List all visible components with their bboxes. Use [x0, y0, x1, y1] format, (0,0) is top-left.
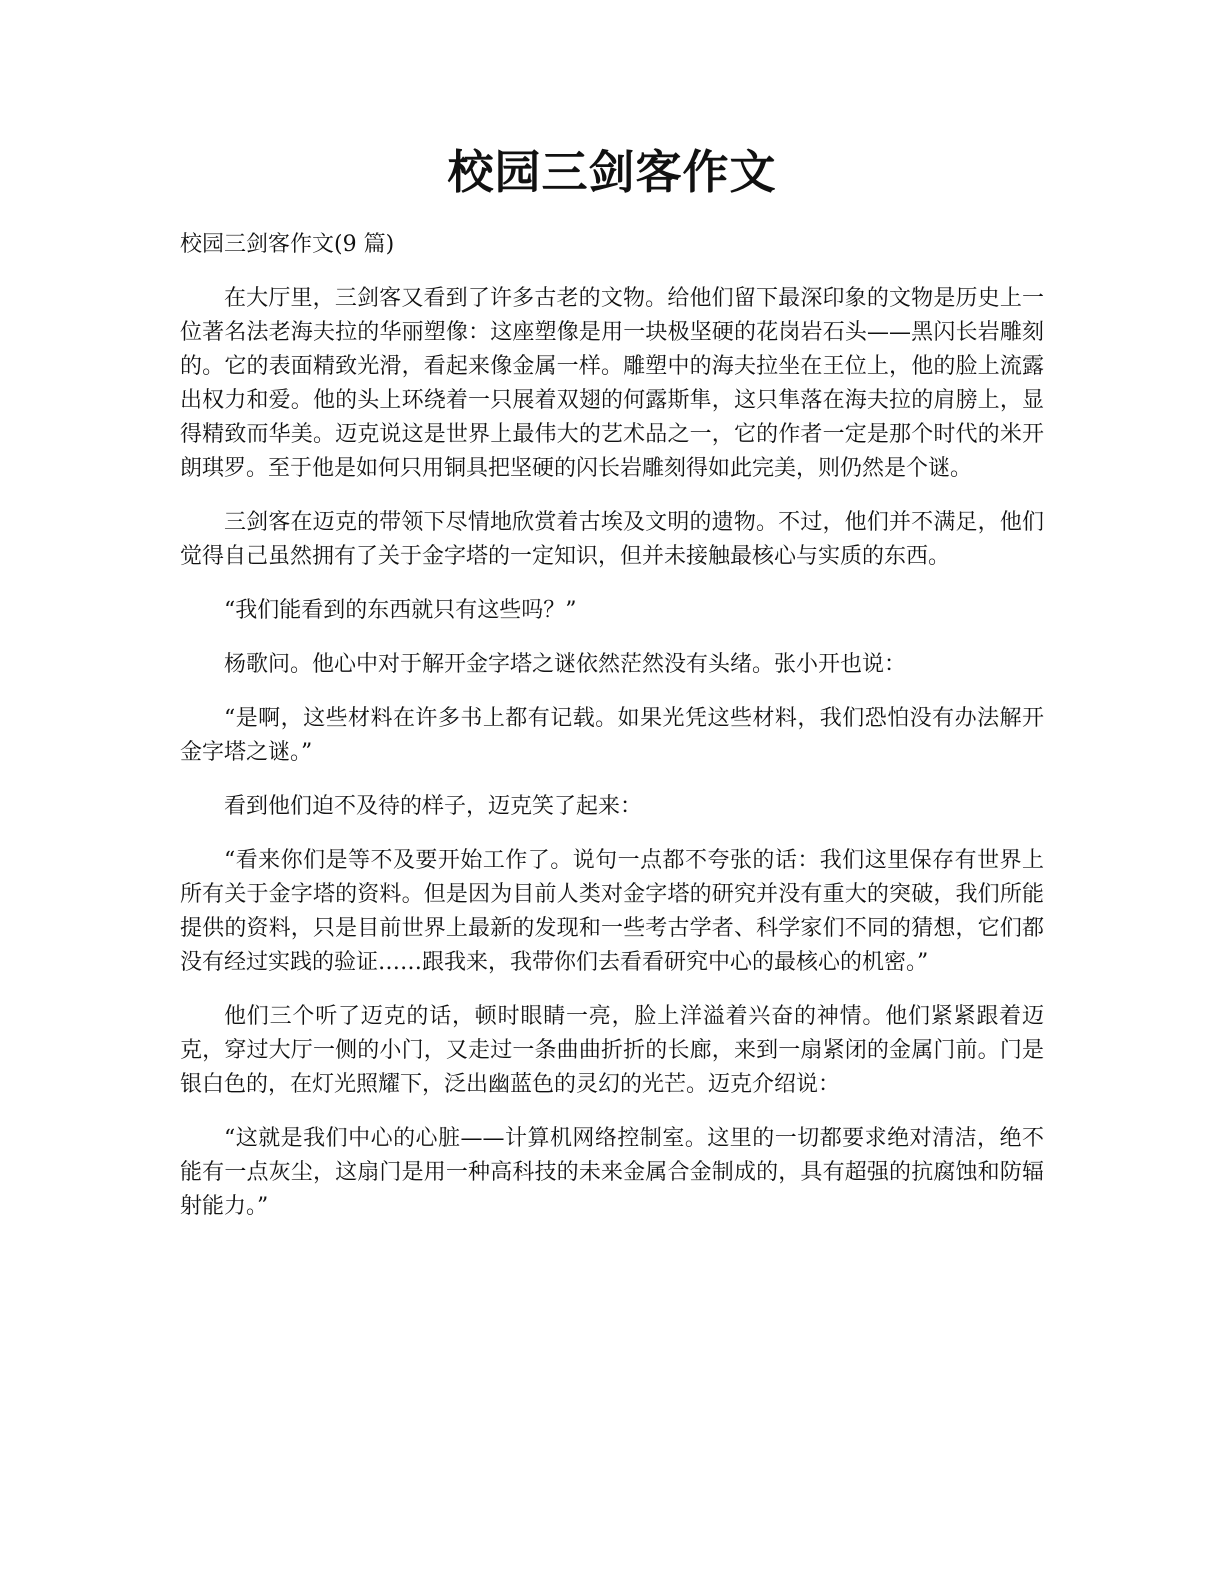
paragraph-4: 杨歌问。他心中对于解开金字塔之谜依然茫然没有头绪。张小开也说： [224, 652, 907, 677]
paragraph-6: 看到他们迫不及待的样子，迈克笑了起来： [224, 794, 643, 819]
paragraph-3: “我们能看到的东西就只有这些吗？” [224, 598, 577, 623]
paragraph-5: “是啊，这些材料在许多书上都有记载。如果光凭这些材料，我们恐怕没有办法解开金字塔之谜。” [180, 706, 1044, 765]
paragraph-2: 三剑客在迈克的带领下尽情地欣赏着古埃及文明的遗物。不过，他们并不满足，他们觉得自己虽然拥有了关于金字塔的一定知识，但并未接触最核心与实质的东西。 [180, 510, 1044, 569]
paragraph-1: 在大厅里，三剑客又看到了许多古老的文物。给他们留下最深印象的文物是历史上一位著名法老海夫拉的华丽塑像：这座塑像是用一块极坚硬的花岗岩石头——黑闪长岩雕刻的。它的表面精致光滑，看起来像金属一样。雕塑中的海夫拉坐在王位上，他的脸上流露出权力和爱。他的头上环绕着一只展着双翅的何露斯隼，这只隼落在海夫拉的肩膀上，显得精致而华美。迈克说这是世界上最伟大的艺术品之一，它的作者一定是那个时代的米开朗琪罗。至于他是如何只用铜具把坚硬的闪长岩雕刻得如此完美，则仍然是个谜。 [180, 286, 1044, 481]
document-body [180, 228, 1044, 1244]
paragraph-8: 他们三个听了迈克的话，顿时眼睛一亮，脸上洋溢着兴奋的神情。他们紧紧跟着迈克，穿过大厅一侧的小门，又走过一条曲曲折折的长廊，来到一扇紧闭的金属门前。门是银白色的，在灯光照耀下，泛出幽蓝色的灵幻的光芒。迈克介绍说： [180, 1004, 1044, 1097]
paragraph-7: “看来你们是等不及要开始工作了。说句一点都不夸张的话：我们这里保存有世界上所有关于金字塔的资料。但是因为目前人类对金字塔的研究并没有重大的突破，我们所能提供的资料，只是目前世界上最新的发现和一些考古学者、科学家们不同的猜想，它们都没有经过实践的验证……跟我来，我带你们去看看研究中心的最核心的机密。” [180, 848, 1044, 975]
page-title: 校园三剑客作文 [447, 145, 777, 199]
paragraph-9: “这就是我们中心的心脏——计算机网络控制室。这里的一切都要求绝对清洁，绝不能有一点灰尘，这扇门是用一种高科技的未来金属合金制成的，具有超强的抗腐蚀和防辐射能力。” [180, 1126, 1044, 1219]
document-subtitle: 校园三剑客作文(9 篇) [180, 232, 395, 257]
